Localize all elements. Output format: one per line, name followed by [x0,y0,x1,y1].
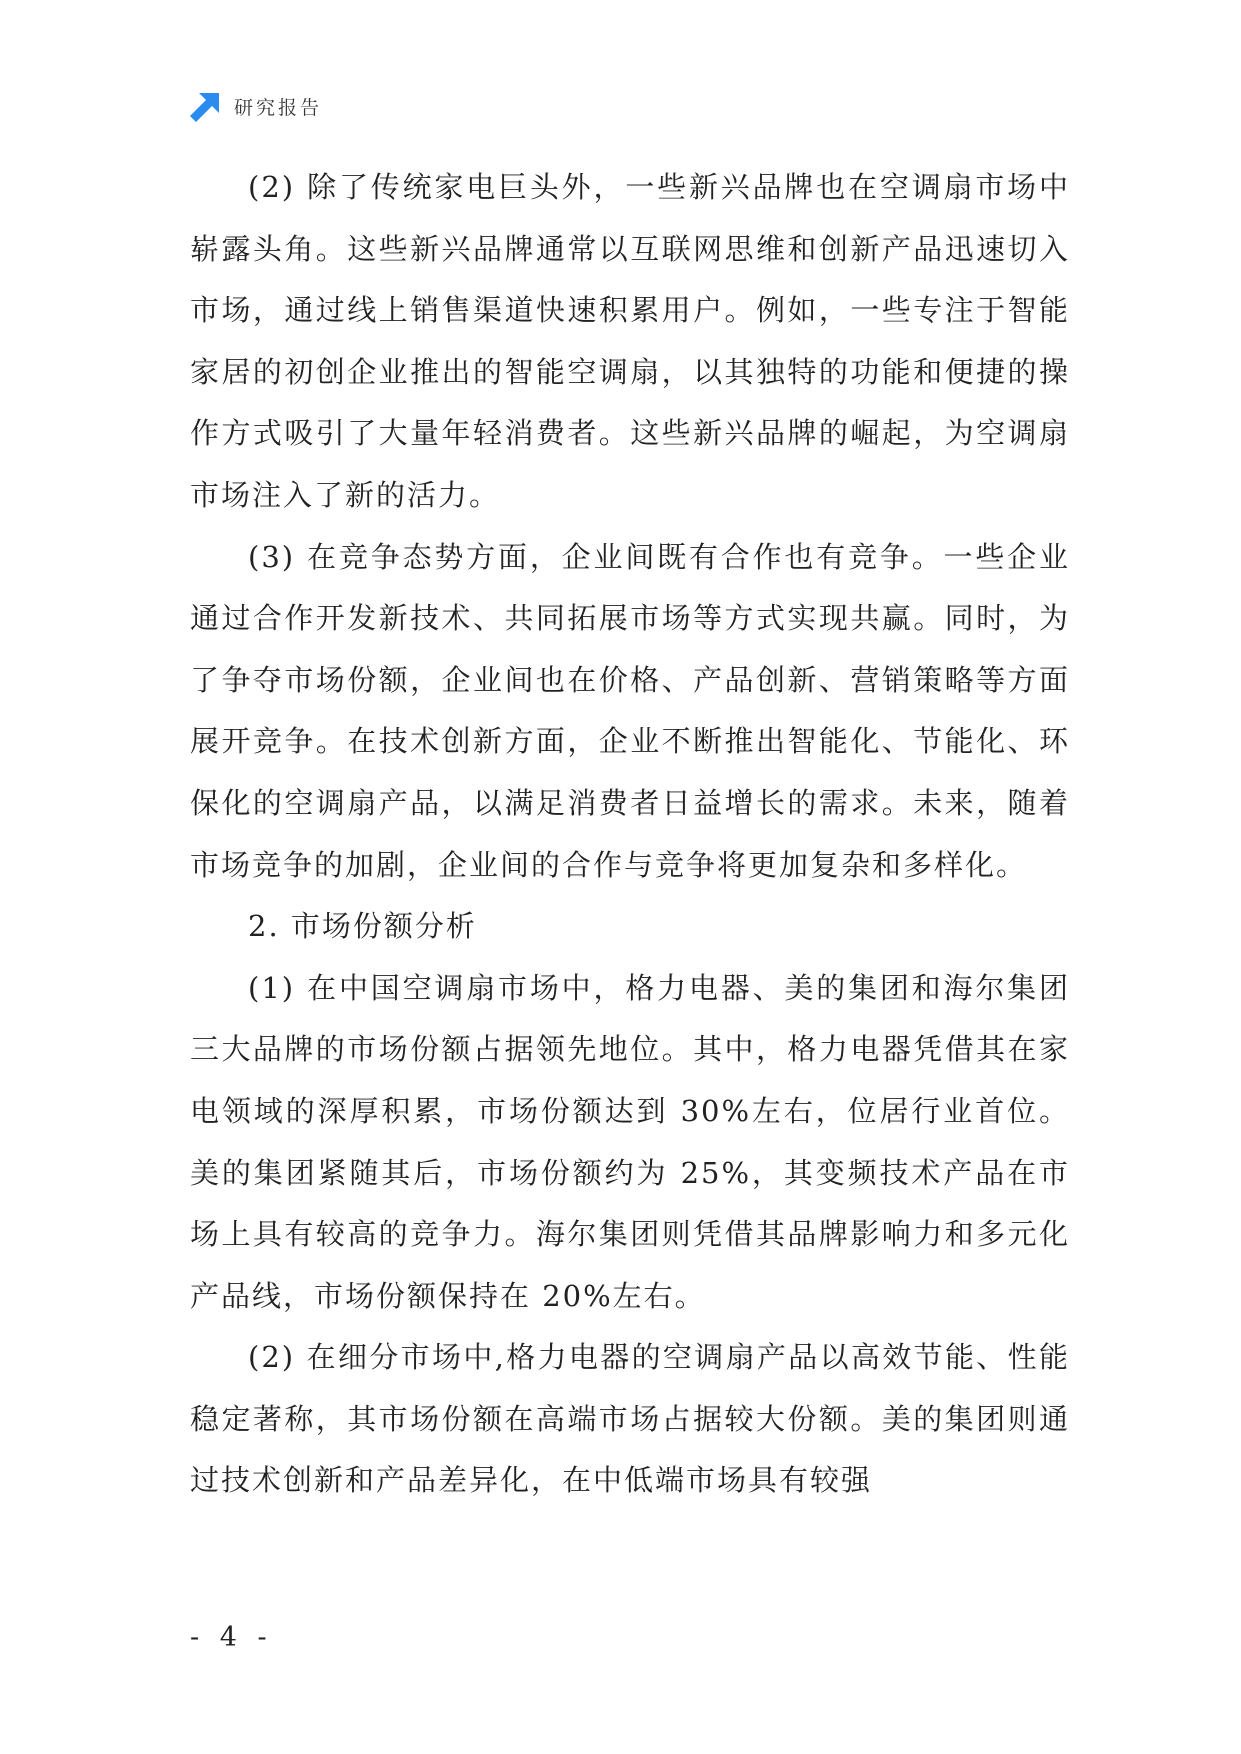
paragraph: (2) 除了传统家电巨头外，一些新兴品牌也在空调扇市场中崭露头角。这些新兴品牌通常以互联网思维和创新产品迅速切入市场，通过线上销售渠道快速积累用户。例如，一些专注于智能家居的初创企业推出的智能空调扇，以其独特的功能和便捷的操作方式吸引了大量年轻消费者。这些新兴品牌的崛起，为空调扇市场注入了新的活力。 [190,170,1070,512]
paragraph: (2) 在细分市场中,格力电器的空调扇产品以高效节能、性能稳定著称，其市场份额在高端市场占据较大份额。美的集团则通过技术创新和产品差异化，在中低端市场具有较强 [190,1340,1070,1498]
report-header [190,88,322,124]
paragraph: (3) 在竞争态势方面，企业间既有合作也有竞争。一些企业通过合作开发新技术、共同拓展市场等方式实现共赢。同时，为了争夺市场份额，企业间也在价格、产品创新、营销策略等方面展开竞争。在技术创新方面，企业不断推出智能化、节能化、环保化的空调扇产品，以满足消费者日益增长的需求。未来，随着市场竞争的加剧，企业间的合作与竞争将更加复杂和多样化。 [190,539,1070,882]
document-body [190,157,1070,1512]
section-heading: 2. 市场份额分析 [248,909,477,944]
header-title: 研究报告 [234,96,323,119]
paragraph: (1) 在中国空调扇市场中，格力电器、美的集团和海尔集团三大品牌的市场份额占据领先地位。其中，格力电器凭借其在家电领域的深厚积累，市场份额达到 30%左右，位居行业首位。美的集团紧随其后，市场份额约为 25%，其变频技术产品在市场上具有较高的竞争力。海尔集团则凭借其品牌影响力和多元化产品线，市场份额保持在 20%左右。 [190,970,1070,1313]
arrow-up-right-icon [190,90,222,122]
page-number: - 4 - [190,1622,273,1653]
